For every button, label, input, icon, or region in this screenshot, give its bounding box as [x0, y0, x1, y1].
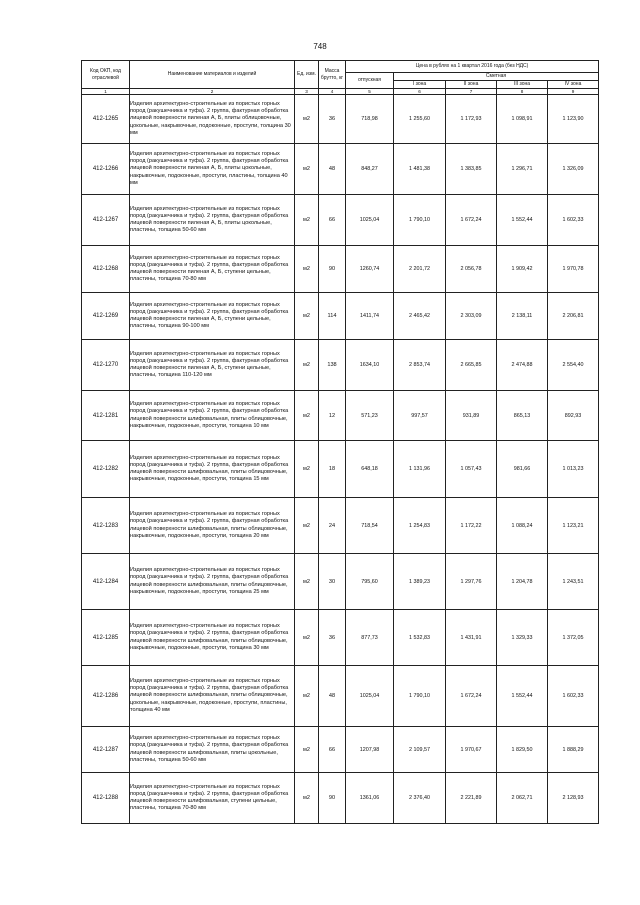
header-zone-2: II зона	[446, 81, 497, 89]
row-price-zone-2: 931,89	[446, 391, 497, 441]
row-mass: 30	[319, 554, 346, 610]
row-unit: м2	[295, 554, 319, 610]
row-name: Изделия архитектурно-строительные из пористых горных пород (ракушечника и туфа). 2 группа, фактурная обработка лицевой поверхности шлифовальная, плиты облицовочные, накрывочные, подоконные, проступи, толщина 25 мм	[130, 554, 295, 610]
row-mass: 18	[319, 441, 346, 498]
table-row	[82, 666, 599, 727]
table-row	[82, 246, 599, 293]
row-price-zone-3: 1 296,71	[497, 144, 548, 195]
row-name: Изделия архитектурно-строительные из пористых горных пород (ракушечника и туфа). 2 группа, фактурная обработка лицевой поверхности шлифовальная, плиты облицовочные, накрывочные, подоконные, проступи, толщина 20 мм	[130, 498, 295, 554]
row-release-price: 571,23	[346, 391, 394, 441]
row-mass: 90	[319, 246, 346, 293]
row-price-zone-4: 1 123,90	[548, 95, 599, 144]
row-release-price: 848,27	[346, 144, 394, 195]
row-name: Изделия архитектурно-строительные из пористых горных пород (ракушечника и туфа). 2 группа, фактурная обработка лицевой поверхности шлифовальная, плиты облицовочные, накрывочные, подоконные, проступи, толщина 30 мм	[130, 610, 295, 666]
row-price-zone-4: 1 970,78	[548, 246, 599, 293]
row-price-zone-3: 1 552,44	[497, 666, 548, 727]
header-zone-4: IV зона	[548, 81, 599, 89]
row-price-zone-1: 1 481,38	[394, 144, 446, 195]
row-price-zone-1: 2 109,57	[394, 727, 446, 773]
row-release-price: 795,60	[346, 554, 394, 610]
row-name: Изделия архитектурно-строительные из пористых горных пород (ракушечника и туфа). 2 группа, фактурная обработка лицевой поверхности шлифовальная, плиты облицовочные, цокольные, накрывочные, подоконные, проступи, пластины, толщина 40 мм	[130, 666, 295, 727]
row-price-zone-2: 1 172,22	[446, 498, 497, 554]
header-estimate: Сметная	[394, 73, 599, 81]
row-price-zone-4: 2 128,93	[548, 773, 599, 824]
row-price-zone-1: 2 376,40	[394, 773, 446, 824]
row-price-zone-2: 1 172,93	[446, 95, 497, 144]
table-row	[82, 340, 599, 391]
row-price-zone-4: 1 602,33	[548, 666, 599, 727]
row-unit: м2	[295, 666, 319, 727]
row-price-zone-4: 1 602,33	[548, 195, 599, 246]
row-code: 412-1281	[82, 391, 130, 441]
row-price-zone-2: 2 665,85	[446, 340, 497, 391]
row-code: 412-1284	[82, 554, 130, 610]
row-release-price: 718,54	[346, 498, 394, 554]
row-price-zone-3: 2 138,11	[497, 293, 548, 340]
header-unit: Ед. изм.	[295, 61, 319, 89]
page-number: 748	[313, 42, 327, 51]
header-price-group: Цена в рублях на 1 квартал 2016 года (без НДС)	[346, 61, 599, 73]
row-unit: м2	[295, 391, 319, 441]
row-code: 412-1287	[82, 727, 130, 773]
row-name: Изделия архитектурно-строительные из пористых горных пород (ракушечника и туфа). 2 группа, фактурная обработка лицевой поверхности шлифовальная, плиты облицовочные, накрывочные, подоконные, проступи, толщина 15 мм	[130, 441, 295, 498]
row-price-zone-2: 1 970,67	[446, 727, 497, 773]
row-mass: 66	[319, 195, 346, 246]
row-mass: 138	[319, 340, 346, 391]
row-mass: 36	[319, 95, 346, 144]
row-code: 412-1269	[82, 293, 130, 340]
row-price-zone-1: 2 465,42	[394, 293, 446, 340]
row-mass: 48	[319, 144, 346, 195]
row-price-zone-3: 1 098,91	[497, 95, 548, 144]
row-price-zone-3: 1 329,33	[497, 610, 548, 666]
row-mass: 24	[319, 498, 346, 554]
row-unit: м2	[295, 773, 319, 824]
row-price-zone-2: 1 672,24	[446, 666, 497, 727]
row-price-zone-4: 1 243,51	[548, 554, 599, 610]
row-price-zone-1: 1 790,10	[394, 666, 446, 727]
row-price-zone-3: 1 829,50	[497, 727, 548, 773]
table-row	[82, 498, 599, 554]
row-release-price: 877,73	[346, 610, 394, 666]
row-mass: 48	[319, 666, 346, 727]
row-unit: м2	[295, 727, 319, 773]
row-price-zone-1: 2 853,74	[394, 340, 446, 391]
header-zone-3: III зона	[497, 81, 548, 89]
row-release-price: 1025,04	[346, 195, 394, 246]
row-code: 412-1288	[82, 773, 130, 824]
table-row	[82, 391, 599, 441]
row-name: Изделия архитектурно-строительные из пористых горных пород (ракушечника и туфа). 2 группа, фактурная обработка лицевой поверхности пиленая А, Б, плиты цокольные, накрывочные, подоконные, проступи, пластины, толщина 40 мм	[130, 144, 295, 195]
row-price-zone-4: 1 372,05	[548, 610, 599, 666]
row-mass: 114	[319, 293, 346, 340]
row-code: 412-1266	[82, 144, 130, 195]
row-code: 412-1285	[82, 610, 130, 666]
row-price-zone-2: 2 056,78	[446, 246, 497, 293]
row-price-zone-1: 2 201,72	[394, 246, 446, 293]
row-price-zone-4: 1 888,29	[548, 727, 599, 773]
row-price-zone-1: 997,57	[394, 391, 446, 441]
row-price-zone-2: 2 221,89	[446, 773, 497, 824]
row-unit: м2	[295, 195, 319, 246]
row-code: 412-1267	[82, 195, 130, 246]
row-price-zone-3: 2 062,71	[497, 773, 548, 824]
row-unit: м2	[295, 246, 319, 293]
column-number: 3	[295, 89, 319, 95]
row-mass: 90	[319, 773, 346, 824]
table-row	[82, 610, 599, 666]
row-price-zone-2: 2 303,09	[446, 293, 497, 340]
row-price-zone-1: 1 532,83	[394, 610, 446, 666]
row-name: Изделия архитектурно-строительные из пористых горных пород (ракушечника и туфа). 2 группа, фактурная обработка лицевой поверхности пиленая А, Б, плиты цокольные, пластины, толщина 50-60 мм	[130, 195, 295, 246]
row-price-zone-3: 1 552,44	[497, 195, 548, 246]
price-table	[81, 60, 599, 824]
table-row	[82, 144, 599, 195]
header-zone-1: I зона	[394, 81, 446, 89]
row-price-zone-1: 1 389,23	[394, 554, 446, 610]
row-price-zone-1: 1 255,60	[394, 95, 446, 144]
row-price-zone-1: 1 790,10	[394, 195, 446, 246]
row-name: Изделия архитектурно-строительные из пористых горных пород (ракушечника и туфа). 2 группа, фактурная обработка лицевой поверхности пиленая А, Б, ступени цельные, пластины, толщина 110-120 мм	[130, 340, 295, 391]
column-number: 8	[497, 89, 548, 95]
row-price-zone-2: 1 057,43	[446, 441, 497, 498]
row-unit: м2	[295, 498, 319, 554]
row-code: 412-1265	[82, 95, 130, 144]
row-unit: м2	[295, 441, 319, 498]
row-price-zone-3: 1 088,24	[497, 498, 548, 554]
row-price-zone-2: 1 672,24	[446, 195, 497, 246]
row-unit: м2	[295, 144, 319, 195]
row-price-zone-3: 865,13	[497, 391, 548, 441]
row-name: Изделия архитектурно-строительные из пористых горных пород (ракушечника и туфа). 2 группа, фактурная обработка лицевой поверхности пиленая А, Б, ступени цельные, пластины, толщина 90-100 мм	[130, 293, 295, 340]
row-release-price: 1361,06	[346, 773, 394, 824]
row-mass: 36	[319, 610, 346, 666]
column-number: 7	[446, 89, 497, 95]
row-price-zone-3: 2 474,88	[497, 340, 548, 391]
row-name: Изделия архитектурно-строительные из пористых горных пород (ракушечника и туфа). 2 группа, фактурная обработка лицевой поверхности шлифовальная, плиты цокольные, пластины, толщина 50-60 мм	[130, 727, 295, 773]
header-name: Наименование материалов и изделий	[130, 61, 295, 89]
row-price-zone-4: 1 013,23	[548, 441, 599, 498]
row-unit: м2	[295, 95, 319, 144]
row-name: Изделия архитектурно-строительные из пористых горных пород (ракушечника и туфа). 2 группа, фактурная обработка лицевой поверхности пиленая А, Б, плиты облицовочные, цокольные, накрывочные, подоконные, проступи, толщина 30 мм	[130, 95, 295, 144]
row-code: 412-1270	[82, 340, 130, 391]
row-name: Изделия архитектурно-строительные из пористых горных пород (ракушечника и туфа). 2 группа, фактурная обработка лицевой поверхности шлифовальная, ступени цельные, пластины, толщина 70-80 мм	[130, 773, 295, 824]
column-number: 4	[319, 89, 346, 95]
row-price-zone-4: 1 123,21	[548, 498, 599, 554]
column-number: 1	[82, 89, 130, 95]
row-release-price: 1207,98	[346, 727, 394, 773]
row-name: Изделия архитектурно-строительные из пористых горных пород (ракушечника и туфа). 2 группа, фактурная обработка лицевой поверхности пиленая А, Б, ступени цельные, пластины, толщина 70-80 мм	[130, 246, 295, 293]
row-release-price: 718,98	[346, 95, 394, 144]
row-release-price: 1025,04	[346, 666, 394, 727]
row-release-price: 1634,10	[346, 340, 394, 391]
row-release-price: 648,18	[346, 441, 394, 498]
column-number: 5	[346, 89, 394, 95]
column-number: 2	[130, 89, 295, 95]
table-row	[82, 441, 599, 498]
row-code: 412-1283	[82, 498, 130, 554]
row-price-zone-3: 1 909,42	[497, 246, 548, 293]
row-price-zone-3: 1 204,78	[497, 554, 548, 610]
row-unit: м2	[295, 610, 319, 666]
row-name: Изделия архитектурно-строительные из пористых горных пород (ракушечника и туфа). 2 группа, фактурная обработка лицевой поверхности шлифовальная, плиты облицовочные, накрывочные, подоконные, проступи, толщина 10 мм	[130, 391, 295, 441]
header-code: Код ОКП, код отраслевой	[82, 61, 130, 89]
row-mass: 12	[319, 391, 346, 441]
table-row	[82, 727, 599, 773]
row-mass: 66	[319, 727, 346, 773]
row-price-zone-2: 1 383,85	[446, 144, 497, 195]
row-price-zone-1: 1 131,96	[394, 441, 446, 498]
row-price-zone-1: 1 254,83	[394, 498, 446, 554]
header-mass: Масса брутто, кг	[319, 61, 346, 89]
table-row	[82, 293, 599, 340]
row-release-price: 1411,74	[346, 293, 394, 340]
row-code: 412-1286	[82, 666, 130, 727]
row-price-zone-3: 981,66	[497, 441, 548, 498]
table-row	[82, 95, 599, 144]
column-number: 6	[394, 89, 446, 95]
row-price-zone-4: 2 206,81	[548, 293, 599, 340]
row-code: 412-1268	[82, 246, 130, 293]
table-row	[82, 195, 599, 246]
row-price-zone-4: 892,93	[548, 391, 599, 441]
table-row	[82, 773, 599, 824]
row-release-price: 1260,74	[346, 246, 394, 293]
header-release: отпускная	[346, 73, 394, 89]
column-number: 9	[548, 89, 599, 95]
row-price-zone-2: 1 297,76	[446, 554, 497, 610]
table-row	[82, 554, 599, 610]
row-price-zone-2: 1 431,91	[446, 610, 497, 666]
row-code: 412-1282	[82, 441, 130, 498]
row-price-zone-4: 2 554,40	[548, 340, 599, 391]
row-unit: м2	[295, 340, 319, 391]
row-unit: м2	[295, 293, 319, 340]
row-price-zone-4: 1 326,09	[548, 144, 599, 195]
